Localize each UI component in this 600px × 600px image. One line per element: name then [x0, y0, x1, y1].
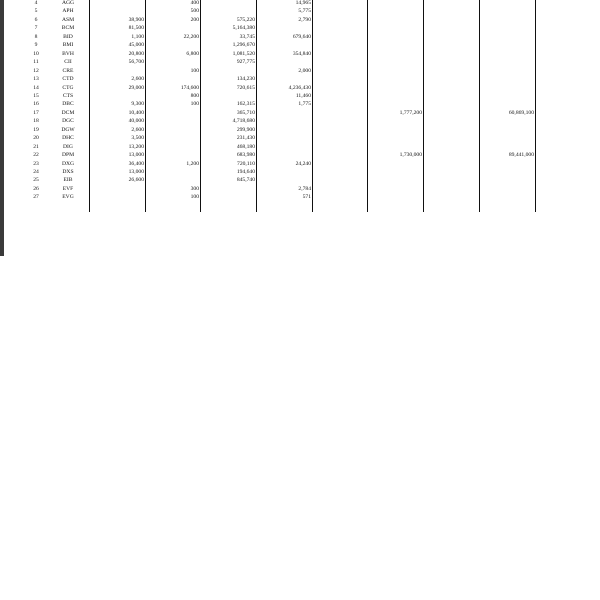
ticker-code: CTS [62, 92, 74, 99]
row-number: 25 [33, 177, 39, 184]
value-cell-c4: 11,460 [295, 92, 311, 99]
value-cell-c6 [368, 34, 422, 42]
value-cell-c6 [368, 127, 422, 135]
value-cell-c6 [368, 42, 422, 50]
value-cell-c2: 200 [190, 16, 199, 23]
value-cell-c4 [257, 118, 311, 126]
value-cell-c1: 56,700 [128, 59, 144, 66]
value-cell-c2 [146, 144, 199, 152]
value-cell-c4 [257, 144, 311, 152]
row-number: 17 [33, 109, 39, 116]
value-cell-c6 [368, 0, 422, 8]
value-cell-c4 [257, 110, 311, 118]
value-cell-c5 [313, 144, 366, 152]
value-cell-c2 [146, 127, 199, 135]
value-cell-c5 [313, 169, 366, 177]
value-cell-c6 [368, 161, 422, 169]
value-cell-c8 [480, 144, 534, 152]
value-cell-c8 [480, 177, 534, 185]
value-cell-c7 [424, 127, 478, 135]
ticker-code: DGW [61, 126, 75, 133]
value-cell-c7 [424, 85, 478, 93]
value-cell-c3: 575,220 [236, 16, 255, 23]
row-number: 15 [33, 92, 39, 99]
value-cell-c5 [313, 194, 366, 202]
value-cell-c8 [480, 76, 534, 84]
value-cell-c4: 679,640 [292, 33, 311, 40]
value-cell-c8 [480, 34, 534, 42]
value-cell-c5 [313, 42, 366, 50]
ticker-code: DHC [62, 135, 74, 142]
value-cell-c7 [424, 110, 478, 118]
value-cell-c6 [368, 118, 422, 126]
value-cell-c3: 299,900 [236, 126, 255, 133]
value-cell-c7 [424, 17, 478, 25]
value-cell-c1: 2,600 [131, 76, 144, 83]
row-number: 26 [33, 185, 39, 192]
table-row [0, 152, 600, 160]
value-cell-c2: 300 [190, 185, 199, 192]
ticker-code: DGC [62, 118, 74, 125]
value-cell-c1: 38,900 [128, 16, 144, 23]
value-cell-c3: 720,110 [237, 160, 255, 167]
table-row [0, 161, 600, 169]
value-cell-c1 [90, 194, 144, 202]
value-cell-c2: 1,200 [186, 160, 199, 167]
ticker-code: EIB [63, 177, 73, 184]
value-cell-c8 [480, 135, 534, 143]
row-number: 10 [33, 50, 39, 57]
table-row [0, 17, 600, 25]
value-cell-c5 [313, 59, 366, 67]
value-cell-c8: 89,441,000 [508, 152, 534, 159]
value-cell-c4: 24,240 [295, 160, 311, 167]
value-cell-c1 [90, 0, 144, 8]
value-cell-c3: 365,710 [236, 109, 255, 116]
value-cell-c8 [480, 161, 534, 169]
row-number: 7 [34, 25, 38, 32]
value-cell-c1: 2,600 [131, 126, 144, 133]
value-cell-c1: 26,600 [128, 177, 144, 184]
ticker-code: DBC [62, 101, 74, 108]
value-cell-c8 [480, 8, 534, 16]
table-row [0, 177, 600, 185]
ticker-code: EVG [62, 194, 74, 201]
value-cell-c8 [480, 118, 534, 126]
row-number: 12 [33, 67, 39, 74]
value-cell-c8: 60,869,100 [508, 109, 534, 116]
value-cell-c4: 571 [302, 194, 311, 201]
value-cell-c4: 4,236,430 [288, 84, 311, 91]
value-cell-c3: 134,230 [236, 76, 255, 83]
value-cell-c1: 45,000 [128, 42, 144, 49]
value-cell-c1: 13,000 [128, 152, 144, 159]
value-cell-c4 [257, 59, 311, 67]
table-row [0, 59, 600, 67]
value-cell-c3: 162,315 [236, 101, 255, 108]
table-row [0, 42, 600, 50]
value-cell-c2 [146, 135, 199, 143]
row-number: 24 [33, 169, 39, 175]
value-cell-c7 [424, 135, 478, 143]
value-cell-c1: 3,500 [131, 135, 144, 142]
value-cell-c2 [146, 76, 199, 84]
value-cell-c6 [368, 25, 422, 33]
value-cell-c2 [146, 25, 199, 33]
row-number: 5 [34, 8, 38, 15]
table-row [0, 76, 600, 84]
value-cell-c8 [480, 0, 534, 8]
value-cell-c1: 9,300 [131, 101, 144, 108]
table-row [0, 0, 600, 8]
value-cell-c2 [146, 152, 199, 160]
row-number: 9 [34, 42, 38, 49]
value-cell-c8 [480, 42, 534, 50]
value-cell-c6 [368, 8, 422, 16]
value-cell-c5 [313, 8, 366, 16]
value-cell-c3: 1,081,520 [232, 50, 255, 57]
value-cell-c3: 720,615 [236, 84, 255, 91]
value-cell-c6 [368, 135, 422, 143]
value-cell-c7 [424, 144, 478, 152]
value-cell-c1 [90, 68, 144, 76]
value-cell-c5 [313, 177, 366, 185]
value-cell-c6: 1,777,200 [399, 109, 422, 116]
table-row [0, 34, 600, 42]
value-cell-c5 [313, 161, 366, 169]
table-row [0, 169, 600, 177]
value-cell-c8 [480, 17, 534, 25]
table-row [0, 68, 600, 76]
value-cell-c5 [313, 25, 366, 33]
value-cell-c3 [201, 8, 255, 16]
row-number: 16 [33, 101, 39, 108]
value-cell-c4: 1,775 [298, 101, 311, 108]
value-cell-c1: 13,000 [128, 169, 144, 175]
value-cell-c8 [480, 186, 534, 194]
ticker-code: CRE [62, 67, 74, 74]
value-cell-c1: 81,500 [128, 25, 144, 32]
value-cell-c6 [368, 101, 422, 109]
value-cell-c3: 683,980 [236, 152, 255, 159]
value-cell-c3: 4,718,680 [232, 118, 255, 125]
value-cell-c7 [424, 177, 478, 185]
ticker-code: AGG [61, 0, 75, 6]
value-cell-c5 [313, 93, 366, 101]
row-number: 20 [33, 135, 39, 142]
value-cell-c4: 2,784 [298, 185, 311, 192]
value-cell-c5 [313, 34, 366, 42]
row-number: 22 [33, 152, 39, 159]
value-cell-c8 [480, 85, 534, 93]
value-cell-c7 [424, 186, 478, 194]
value-cell-c8 [480, 101, 534, 109]
value-cell-c5 [313, 17, 366, 25]
value-cell-c1: 1,100 [131, 33, 144, 40]
value-cell-c4: 2,790 [298, 16, 311, 23]
value-cell-c6 [368, 194, 422, 202]
value-cell-c2: 6,800 [186, 50, 199, 57]
value-cell-c5 [313, 0, 366, 8]
ticker-code: BMI [62, 42, 74, 49]
value-cell-c7 [424, 0, 478, 8]
row-number: 23 [33, 160, 39, 167]
value-cell-c5 [313, 152, 366, 160]
value-cell-c1: 36,400 [128, 160, 144, 167]
value-cell-c7 [424, 42, 478, 50]
value-cell-c6: 1,730,000 [399, 152, 422, 159]
ticker-code: BID [63, 33, 73, 40]
table-row [0, 51, 600, 59]
value-cell-c4 [257, 152, 311, 160]
value-cell-c2 [146, 110, 199, 118]
value-cell-c2: 100 [190, 67, 199, 74]
value-cell-c6 [368, 59, 422, 67]
value-cell-c2: 100 [190, 101, 199, 108]
row-number: 6 [34, 16, 38, 23]
value-cell-c4 [257, 76, 311, 84]
value-cell-c5 [313, 110, 366, 118]
value-cell-c6 [368, 51, 422, 59]
value-cell-c1 [90, 8, 144, 16]
ticker-code: APH [62, 8, 74, 15]
table-row [0, 135, 600, 143]
value-cell-c2: 22,200 [183, 33, 199, 40]
value-cell-c7 [424, 169, 478, 177]
value-cell-c3: 231,430 [236, 135, 255, 142]
row-number: 11 [33, 59, 39, 66]
value-cell-c2: 500 [190, 8, 199, 15]
value-cell-c5 [313, 85, 366, 93]
row-number: 14 [33, 84, 39, 91]
ticker-code: DXG [61, 160, 75, 167]
ticker-code: DIG [63, 143, 73, 150]
value-cell-c2: 800 [190, 92, 199, 99]
value-cell-c2: 174,600 [180, 84, 199, 91]
value-cell-c5 [313, 186, 366, 194]
value-cell-c7 [424, 101, 478, 109]
row-number: 27 [33, 194, 39, 201]
value-cell-c2: 400 [190, 0, 199, 6]
value-cell-c4 [257, 169, 311, 177]
value-cell-c7 [424, 8, 478, 16]
value-cell-c7 [424, 76, 478, 84]
value-cell-c5 [313, 135, 366, 143]
table-row [0, 25, 600, 33]
row-number: 4 [34, 0, 38, 6]
ticker-code: CII [64, 59, 72, 66]
ticker-code: DXS [62, 169, 74, 175]
value-cell-c6 [368, 93, 422, 101]
value-cell-c7 [424, 68, 478, 76]
value-cell-c5 [313, 68, 366, 76]
table-row [0, 144, 600, 152]
value-cell-c8 [480, 68, 534, 76]
value-cell-c7 [424, 25, 478, 33]
value-cell-c7 [424, 118, 478, 126]
value-cell-c3: 1,296,670 [232, 42, 255, 49]
value-cell-c3: 845,740 [236, 177, 255, 184]
value-cell-c3: 5,164,380 [232, 25, 255, 32]
ticker-code: ASM [61, 16, 75, 23]
value-cell-c1: 13,200 [128, 143, 144, 150]
value-cell-c1 [90, 93, 144, 101]
ticker-code: CTD [62, 76, 74, 83]
value-cell-c3 [201, 186, 255, 194]
row-number: 8 [34, 33, 38, 40]
value-cell-c4 [257, 127, 311, 135]
value-cell-c4 [257, 135, 311, 143]
table-row [0, 194, 600, 202]
row-number: 13 [33, 76, 39, 83]
value-cell-c3: 468,180 [236, 143, 255, 150]
value-cell-c1 [90, 186, 144, 194]
value-cell-c6 [368, 169, 422, 177]
value-cell-c5 [313, 101, 366, 109]
data-table [0, 0, 600, 212]
table-row [0, 93, 600, 101]
value-cell-c8 [480, 59, 534, 67]
value-cell-c4: 5,775 [298, 8, 311, 15]
value-cell-c4 [257, 177, 311, 185]
table-row [0, 110, 600, 118]
ticker-code: DCM [61, 109, 75, 116]
value-cell-c3: 927,775 [236, 59, 255, 66]
value-cell-c4: 2,000 [298, 67, 311, 74]
value-cell-c7 [424, 93, 478, 101]
value-cell-c6 [368, 144, 422, 152]
value-cell-c7 [424, 152, 478, 160]
table-row [0, 127, 600, 135]
value-cell-c8 [480, 51, 534, 59]
ticker-code: BCM [61, 25, 75, 32]
value-cell-c6 [368, 177, 422, 185]
value-cell-c7 [424, 161, 478, 169]
table-row [0, 8, 600, 16]
value-cell-c3: 33,745 [239, 33, 255, 40]
table-row [0, 118, 600, 126]
value-cell-c3 [201, 0, 255, 8]
value-cell-c7 [424, 59, 478, 67]
ticker-code: BVH [62, 50, 74, 57]
table-row [0, 186, 600, 194]
value-cell-c4: 354,840 [292, 50, 311, 57]
row-number: 21 [33, 143, 39, 150]
value-cell-c7 [424, 34, 478, 42]
value-cell-c2: 100 [190, 194, 199, 201]
value-cell-c8 [480, 25, 534, 33]
value-cell-c6 [368, 17, 422, 25]
value-cell-c8 [480, 169, 534, 177]
value-cell-c7 [424, 51, 478, 59]
value-cell-c7 [424, 194, 478, 202]
value-cell-c5 [313, 127, 366, 135]
value-cell-c4: 14,965 [295, 0, 311, 6]
ticker-code: DPM [61, 152, 75, 159]
value-cell-c8 [480, 93, 534, 101]
value-cell-c6 [368, 68, 422, 76]
value-cell-c4 [257, 25, 311, 33]
value-cell-c1: 40,000 [128, 118, 144, 125]
value-cell-c6 [368, 186, 422, 194]
row-number: 18 [33, 118, 39, 125]
ticker-code: CTG [62, 84, 74, 91]
value-cell-c8 [480, 127, 534, 135]
value-cell-c2 [146, 118, 199, 126]
value-cell-c5 [313, 51, 366, 59]
table-row [0, 101, 600, 109]
value-cell-c5 [313, 76, 366, 84]
value-cell-c2 [146, 169, 199, 177]
value-cell-c2 [146, 59, 199, 67]
value-cell-c2 [146, 42, 199, 50]
value-cell-c3 [201, 68, 255, 76]
value-cell-c3 [201, 93, 255, 101]
ticker-code: EVF [62, 185, 74, 192]
value-cell-c6 [368, 85, 422, 93]
value-cell-c3: 194,640 [236, 169, 255, 175]
value-cell-c4 [257, 42, 311, 50]
value-cell-c1: 20,800 [128, 50, 144, 57]
value-cell-c6 [368, 76, 422, 84]
row-number: 19 [33, 126, 39, 133]
value-cell-c2 [146, 177, 199, 185]
value-cell-c1: 29,000 [128, 84, 144, 91]
table-row [0, 85, 600, 93]
value-cell-c8 [480, 194, 534, 202]
value-cell-c1: 10,400 [128, 109, 144, 116]
value-cell-c5 [313, 118, 366, 126]
value-cell-c3 [201, 194, 255, 202]
